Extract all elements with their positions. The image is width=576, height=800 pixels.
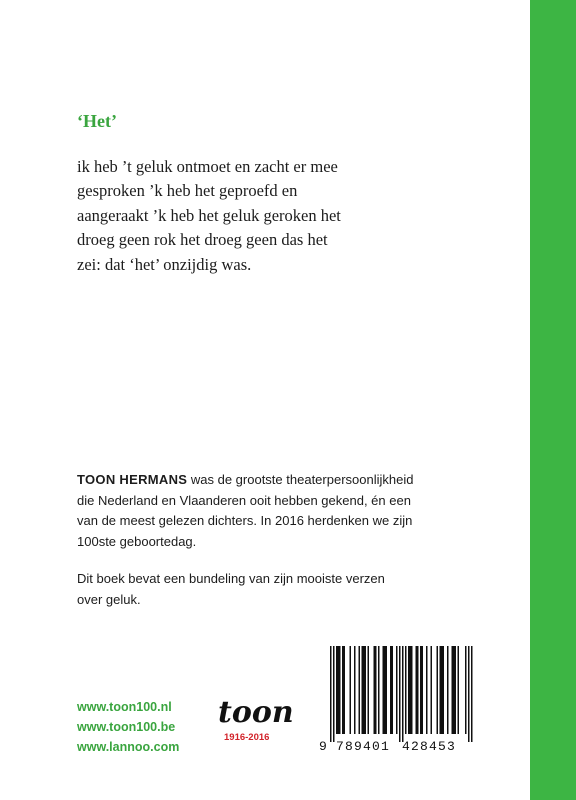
barcode-digits-left: 789401 [336,739,391,754]
barcode-bar [392,646,394,734]
barcode-bar [443,646,445,734]
website-links [77,697,179,757]
barcode-bar [339,646,341,734]
barcode-bar [416,646,418,734]
website-link-toon100-be[interactable]: www.toon100.be [77,720,176,734]
book-description [77,569,497,610]
barcode-bar [396,646,398,734]
barcode-bar [437,646,439,734]
barcode-bar [350,646,352,734]
barcode-bar [422,646,424,734]
logo-word: toon [218,695,294,730]
barcode-bar [465,646,467,734]
bio-line [77,470,517,491]
website-link-toon100-nl[interactable]: www.toon100.nl [77,700,172,714]
barcode-bar [417,646,419,734]
barcode-bar [399,646,401,742]
green-spine-band [530,0,576,800]
barcode-bar [378,646,380,734]
barcode-bar [386,646,388,734]
description-line: Dit boek bevat een bundeling van zijn mooiste verzen [77,571,385,586]
website-link-lannoo[interactable]: www.lannoo.com [77,740,180,754]
barcode-bar [440,646,442,734]
barcode-bar [431,646,433,734]
logo-years: 1916-2016 [224,732,270,743]
author-bio [77,470,517,552]
barcode-bar [455,646,457,734]
isbn-barcode [315,640,473,755]
barcode-bar [383,646,385,734]
barcode-bar [452,646,454,734]
barcode-bar [447,646,449,734]
barcode-bar [408,646,410,734]
poem-line: droeg geen rok het droeg geen das het [77,230,328,250]
bio-line: 100ste geboortedag. [77,533,197,549]
poem-line: zei: dat ‘het’ onzijdig was. [77,254,252,274]
barcode-bar [338,646,340,734]
poem-title: ‘Het’ [77,111,117,131]
barcode-bar [411,646,413,734]
barcode-bar [426,646,428,734]
barcode-bar [468,646,470,742]
barcode-bar [471,646,473,742]
barcode-bar [363,646,365,734]
barcode-bar [375,646,377,734]
barcode-bar [384,646,386,734]
barcode-bar [354,646,356,734]
barcode-bar [336,646,338,734]
bio-text: was de grootste theaterpersoonlijkheid [187,472,414,487]
barcode-bar [374,646,376,734]
barcode-bar [453,646,455,734]
toon-logo [216,694,294,746]
barcode-bar [330,646,332,742]
description-line: over geluk. [77,591,141,607]
bio-line: van de meest gelezen dichters. In 2016 herdenken we zijn [77,513,413,528]
poem-text [77,155,377,277]
barcode-bar [333,646,335,742]
barcode-bar [458,646,460,734]
barcode-bar [410,646,412,734]
author-name: TOON HERMANS [77,472,188,487]
poem-line: gesproken ’k heb het geproefd en [77,181,298,201]
barcode-bar [359,646,361,734]
bio-line: die Nederland en Vlaanderen ooit hebben gekend, én een [77,492,411,508]
barcode-bar [420,646,422,734]
poem-line: aangeraakt ’k heb het geluk geroken het [77,205,341,225]
barcode-digits-right: 428453 [402,739,457,754]
barcode-bar [342,646,344,734]
barcode-bar [390,646,392,734]
barcode-bar [368,646,370,734]
barcode-digit-first: 9 [319,739,327,754]
barcode-bar [344,646,346,734]
barcode-bar [441,646,443,734]
barcode-bar [402,646,404,742]
barcode-bar [365,646,367,734]
poem-line: ik heb ’t geluk ontmoet en zacht er mee [77,157,338,176]
barcode-bar [362,646,364,734]
barcode-bar [405,646,407,734]
